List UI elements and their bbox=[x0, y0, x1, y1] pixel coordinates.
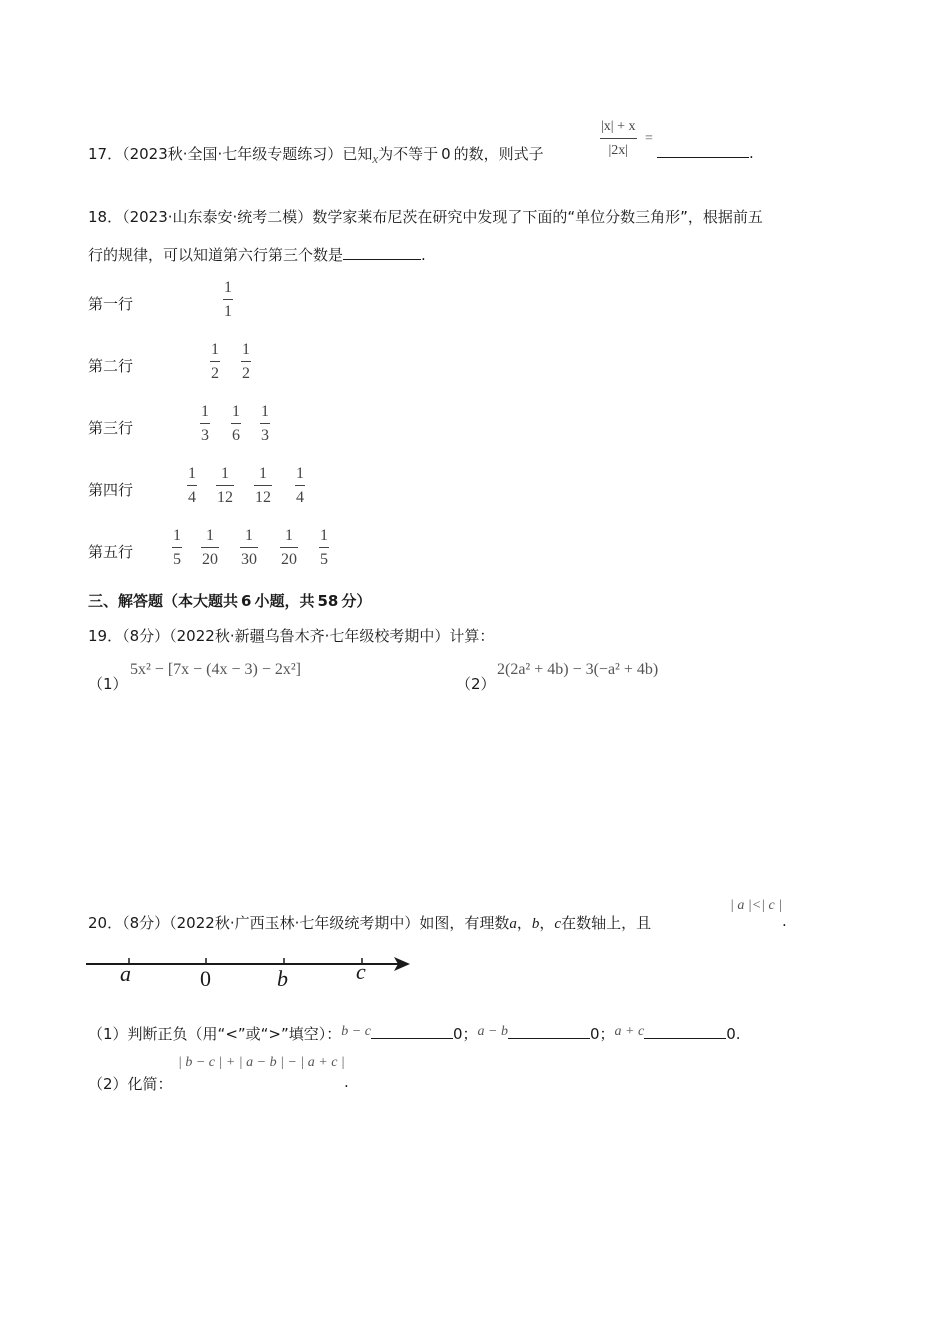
q20-part1-expr2: a − b bbox=[477, 1024, 508, 1039]
q19-part2-label: （2） bbox=[456, 675, 496, 693]
q17-line bbox=[88, 143, 544, 164]
q20-part1-expr1: b − c bbox=[341, 1024, 371, 1039]
section3-score: 58 bbox=[317, 592, 339, 610]
q18-row3-frac1: 1 3 bbox=[201, 403, 209, 444]
section3-header bbox=[88, 590, 371, 611]
q20-points: （8分） bbox=[122, 914, 170, 932]
q20-line: 20．（8分）（2022秋·广西玉林·七年级统考期中）如图，有理数a，b，c在数轴上，且 bbox=[88, 914, 652, 932]
q19-source: （2022秋·新疆乌鲁木齐·七年级校考期中） bbox=[169, 627, 450, 645]
number-line bbox=[80, 948, 420, 998]
q20-part1-expr3: a + c bbox=[614, 1024, 645, 1039]
q20-var-c: c bbox=[554, 916, 562, 932]
q19-points: （8分） bbox=[122, 627, 170, 645]
q18-line1 bbox=[88, 206, 763, 227]
q18-row5-frac4: 1 20 bbox=[281, 527, 297, 568]
q19-line bbox=[88, 625, 494, 646]
q19-number: 19． bbox=[88, 627, 123, 645]
section3-tail: 分） bbox=[341, 592, 372, 610]
q19-part1-label: （1） bbox=[88, 675, 128, 693]
q19-instruction: 计算： bbox=[449, 627, 495, 645]
q17-text-after-zero: 的数，则式子 bbox=[453, 145, 544, 163]
q17-fraction-bar bbox=[600, 138, 637, 139]
q20-text2: 在数轴上，且 bbox=[561, 914, 652, 932]
q18-text-line1: 数学家莱布尼茨在研究中发现了下面的“单位分数三角形”，根据前五 bbox=[312, 208, 763, 226]
q17-zero: 0 bbox=[441, 145, 451, 163]
q18-source: （2023·山东泰安·统考二模） bbox=[122, 208, 313, 226]
q20-part1-blank1 bbox=[371, 1024, 453, 1039]
q17-text-after-var: 为不等于 bbox=[378, 145, 439, 163]
q17-number: 17． bbox=[88, 145, 123, 163]
q20-part1-label: （1）判断正负（用“<”或“>”填空）： bbox=[88, 1025, 342, 1043]
q17-var: x bbox=[372, 151, 379, 166]
q18-row2-frac2: 1 2 bbox=[242, 341, 250, 382]
q20-end: . bbox=[782, 912, 787, 930]
q18-row1-frac1: 1 1 bbox=[224, 279, 232, 320]
q18-row2-label: 第二行 bbox=[88, 357, 134, 375]
q18-row3-frac3: 1 3 bbox=[261, 403, 269, 444]
section3-count: 6 bbox=[241, 592, 252, 610]
q20-part1-blank2 bbox=[508, 1024, 590, 1039]
q18-row5-frac1: 1 5 bbox=[173, 527, 181, 568]
q20-part1-blank3 bbox=[644, 1024, 726, 1039]
q20-part2-expression: | b − c | + | a − b | − | a + c | bbox=[178, 1055, 345, 1070]
q18-row4-label: 第四行 bbox=[88, 481, 134, 499]
q17-answer-blank bbox=[657, 143, 754, 162]
q20-text1: 如图，有理数 bbox=[419, 914, 510, 932]
q18-row5-frac3: 1 30 bbox=[241, 527, 257, 568]
q18-row5-label: 第五行 bbox=[88, 543, 134, 561]
q20-part2-end: . bbox=[344, 1073, 349, 1091]
q17-expression bbox=[600, 118, 637, 160]
axis-label-a: a bbox=[120, 961, 131, 986]
section3-title: 三、解答题（本大题共 bbox=[88, 592, 239, 610]
q20-condition: | a |<| c | bbox=[730, 898, 783, 913]
q20-var-a: a bbox=[509, 916, 517, 932]
q18-row4-frac1: 1 4 bbox=[188, 465, 196, 506]
q18-row4-frac2: 1 12 bbox=[217, 465, 233, 506]
q20-number: 20． bbox=[88, 914, 123, 932]
q18-answer-blank bbox=[343, 245, 421, 260]
q17-end: . bbox=[749, 144, 754, 162]
q20-var-b: b bbox=[531, 916, 540, 932]
q20-part2-label: （2）化简： bbox=[88, 1075, 173, 1093]
axis-label-c: c bbox=[356, 959, 366, 984]
q18-row4-frac3: 1 12 bbox=[255, 465, 271, 506]
q18-row3-label: 第三行 bbox=[88, 419, 134, 437]
q17-equals: = bbox=[645, 131, 653, 146]
q18-row5-frac2: 1 20 bbox=[202, 527, 218, 568]
section3-mid: 小题，共 bbox=[254, 592, 315, 610]
q17-expr-denominator: |2x| bbox=[608, 143, 629, 158]
axis-label-0: 0 bbox=[200, 966, 211, 991]
q18-line2 bbox=[88, 244, 426, 265]
q18-number: 18． bbox=[88, 208, 123, 226]
q20-source: （2022秋·广西玉林·七年级统考期中） bbox=[169, 914, 420, 932]
q18-text-line2: 行的规律，可以知道第六行第三个数是 bbox=[88, 246, 344, 264]
q17-expr-numerator: |x| + x bbox=[601, 119, 636, 134]
q18-end: . bbox=[421, 246, 426, 264]
q17-source: （2023秋·全国·七年级专题练习） bbox=[122, 145, 343, 163]
q18-row4-frac4: 1 4 bbox=[296, 465, 304, 506]
q19-part2-expression: 2(2a² + 4b) − 3(−a² + 4b) bbox=[497, 661, 659, 678]
axis-label-b: b bbox=[277, 966, 288, 991]
q20-part1: （1）判断正负（用“<”或“>”填空）：b − c 0；a − b 0；a + c 0. bbox=[88, 1024, 741, 1043]
q18-row2-frac1: 1 2 bbox=[211, 341, 219, 382]
q17-text-before-var: 已知 bbox=[342, 145, 373, 163]
q18-row1-label: 第一行 bbox=[88, 295, 134, 313]
q19-part1-expression: 5x² − [7x − (4x − 3) − 2x²] bbox=[130, 661, 301, 678]
q18-row5-frac5: 1 5 bbox=[320, 527, 328, 568]
q18-row3-frac2: 1 6 bbox=[232, 403, 240, 444]
